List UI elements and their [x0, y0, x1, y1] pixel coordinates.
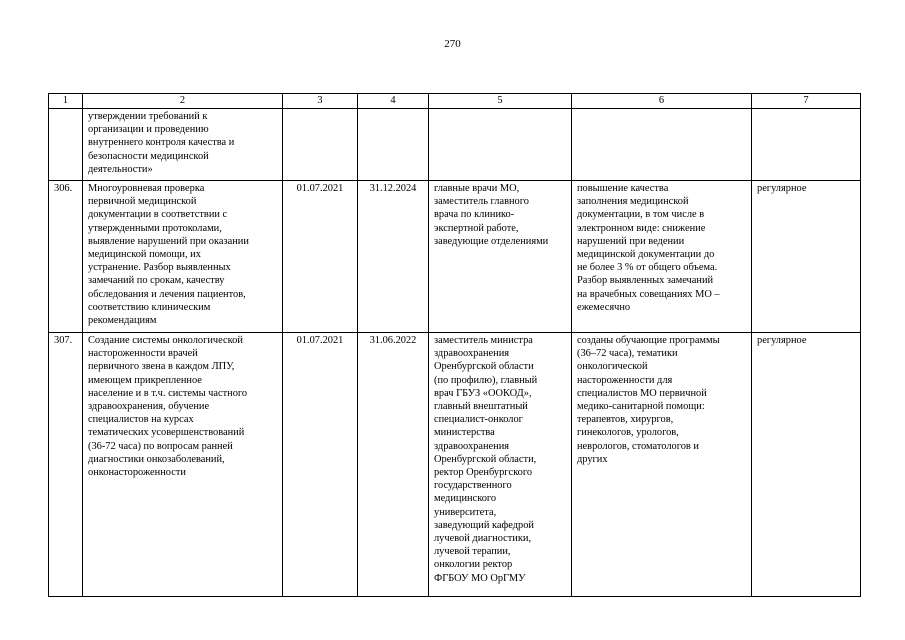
cell-line: настороженности врачей — [88, 348, 198, 360]
cell-line: диагностики онкозаболеваний, — [88, 453, 225, 465]
column-header: 4 — [358, 94, 429, 109]
cell-line: имеющем прикрепленное — [88, 374, 202, 386]
start-date-cell — [283, 333, 358, 597]
cell-line: документации, в том числе в — [577, 209, 705, 221]
cell-text: 01.07.2021 — [296, 335, 344, 346]
cell-line: онконастороженности — [88, 467, 186, 479]
cell-line: заместитель министра — [434, 335, 533, 346]
cell-line: выявление нарушений при оказании — [88, 235, 249, 247]
cell-line: население и в т.ч. системы частного — [88, 387, 248, 399]
cell-line: гинекологов, урологов, — [577, 427, 679, 439]
cell-line: заведующие отделениями — [434, 235, 549, 247]
cell-line: онкологической — [577, 361, 648, 373]
cell-line: государственного — [434, 480, 512, 492]
row-number-cell — [49, 181, 83, 333]
cell-line: электронном виде: снижение — [577, 222, 706, 234]
result-cell — [572, 333, 752, 597]
cell-line: настороженности для — [577, 374, 673, 386]
cell-line: здравоохранения, обучение — [88, 401, 210, 413]
end-date-cell — [358, 181, 429, 333]
cell-line: повышение качества — [577, 183, 669, 194]
responsible-cell — [429, 333, 572, 597]
frequency-cell — [752, 333, 861, 597]
cell-line: специалистов на курсах — [88, 414, 194, 426]
cell-line: экспертной работе, — [434, 222, 519, 234]
cell-line: специалистов МО первичной — [577, 387, 707, 399]
column-header: 7 — [752, 94, 861, 109]
cell-line: главный внештатный — [434, 401, 528, 413]
responsible-cell — [429, 181, 572, 333]
cell-line: (по профилю), главный — [434, 374, 538, 386]
start-date-cell — [283, 109, 358, 181]
table-row — [49, 109, 861, 181]
cell-line: деятельности» — [88, 163, 153, 175]
frequency-cell — [752, 109, 861, 181]
cell-line: нарушений при ведении — [577, 235, 685, 247]
cell-line: медицинской помощи, их — [88, 249, 201, 261]
cell-line: первичного звена в каждом ЛПУ, — [88, 361, 235, 373]
cell-line: ФГБОУ МО ОрГМУ — [434, 572, 526, 584]
cell-text: 307. — [54, 335, 73, 346]
cell-line: медицинского — [434, 493, 497, 505]
cell-line: утверждении требований к — [88, 111, 208, 122]
cell-text: регулярное — [757, 335, 807, 346]
cell-line: внутреннего контроля качества и — [88, 137, 235, 149]
end-date-cell — [358, 333, 429, 597]
cell-line: лучевой терапии, — [434, 546, 511, 558]
cell-text: регулярное — [757, 183, 807, 194]
column-header: 5 — [429, 94, 572, 109]
cell-line: заведующий кафедрой — [434, 519, 534, 531]
cell-text: 01.07.2021 — [296, 183, 344, 194]
start-date-cell — [283, 181, 358, 333]
end-date-cell — [358, 109, 429, 181]
table-row — [49, 181, 861, 333]
plan-table — [48, 93, 861, 597]
cell-line: ректор Оренбургского — [434, 467, 533, 479]
cell-line: утвержденными протоколами, — [88, 222, 222, 234]
activity-cell — [83, 109, 283, 181]
column-header: 2 — [83, 94, 283, 109]
cell-line: Оренбургской области — [434, 361, 534, 373]
cell-line: созданы обучающие программы — [577, 335, 720, 346]
cell-line: университета, — [434, 506, 497, 518]
cell-text: 31.06.2022 — [369, 335, 417, 346]
cell-line: специалист-онколог — [434, 414, 523, 426]
cell-line: других — [577, 453, 608, 465]
table-header-row — [49, 94, 861, 109]
cell-line: Создание системы онкологической — [88, 335, 243, 346]
responsible-cell — [429, 109, 572, 181]
cell-line: медико-санитарной помощи: — [577, 401, 705, 413]
cell-line: заполнения медицинской — [577, 196, 689, 208]
cell-line: врача по клинико- — [434, 209, 515, 221]
cell-line: на врачебных совещаниях МО – — [577, 288, 720, 300]
row-number-cell — [49, 333, 83, 597]
cell-line: здравоохранения — [434, 348, 510, 360]
cell-line: обследования и лечения пациентов, — [88, 288, 246, 300]
cell-line: соответствию клиническим — [88, 301, 211, 313]
frequency-cell — [752, 181, 861, 333]
cell-line: онкологии ректор — [434, 559, 513, 571]
table-row — [49, 333, 861, 597]
cell-line: главные врачи МО, — [434, 183, 520, 194]
column-header: 3 — [283, 94, 358, 109]
cell-line: медицинской документации до — [577, 249, 715, 261]
cell-line: замечаний по срокам, качеству — [88, 275, 225, 287]
activity-cell — [83, 333, 283, 597]
cell-line: безопасности медицинской — [88, 150, 209, 162]
activity-cell — [83, 181, 283, 333]
cell-line: тематических усовершенствований — [88, 427, 245, 439]
cell-text: 306. — [54, 183, 73, 194]
page-number: 270 — [444, 38, 461, 50]
cell-line: (36-72 часа) по вопросам ранней — [88, 440, 233, 452]
result-cell — [572, 181, 752, 333]
cell-line: лучевой диагностики, — [434, 533, 532, 545]
cell-line: (36–72 часа), тематики — [577, 348, 678, 360]
cell-text: 31.12.2024 — [369, 183, 417, 194]
cell-line: Разбор выявленных замечаний — [577, 275, 714, 287]
cell-line: Многоуровневая проверка — [88, 183, 205, 194]
column-header: 6 — [572, 94, 752, 109]
row-number-cell — [49, 109, 83, 181]
column-header: 1 — [49, 94, 83, 109]
cell-line: устранение. Разбор выявленных — [88, 262, 231, 274]
cell-line: организации и проведению — [88, 124, 209, 136]
cell-line: не более 3 % от общего объема. — [577, 262, 718, 274]
cell-line: ежемесячно — [577, 301, 631, 313]
cell-line: заместитель главного — [434, 196, 529, 208]
cell-line: терапевтов, хирургов, — [577, 414, 674, 426]
cell-line: неврологов, стоматологов и — [577, 440, 699, 452]
result-cell — [572, 109, 752, 181]
cell-line: врач ГБУЗ «ООКОД», — [434, 387, 532, 399]
cell-line: Оренбургской области, — [434, 453, 537, 465]
cell-line: министерства — [434, 427, 495, 439]
cell-line: здравоохранения — [434, 440, 510, 452]
cell-line: рекомендациям — [88, 315, 157, 327]
cell-line: документации в соответствии с — [88, 209, 228, 221]
cell-line: первичной медицинской — [88, 196, 197, 208]
